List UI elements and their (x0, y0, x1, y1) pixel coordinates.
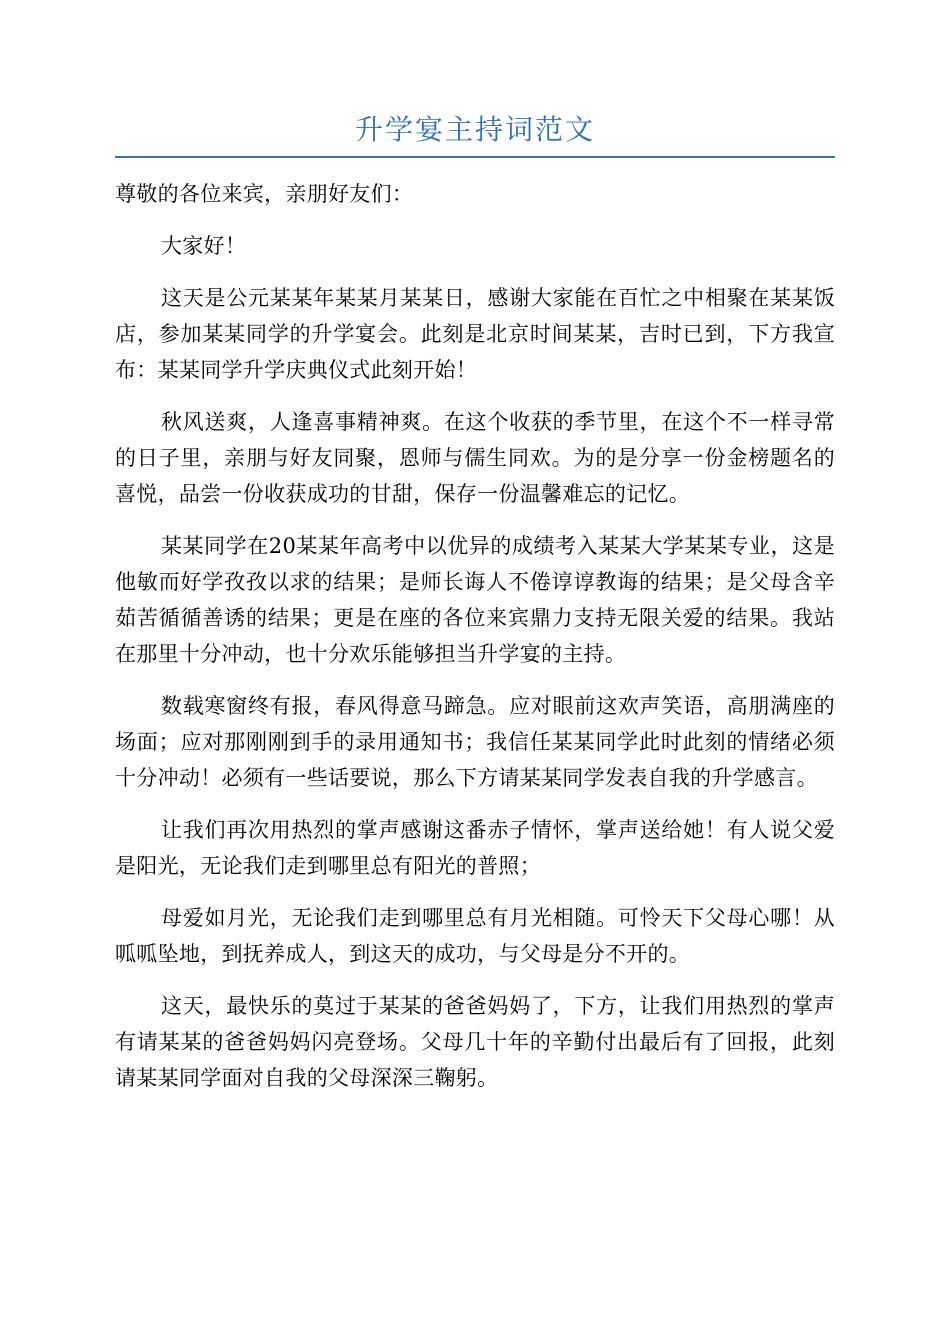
body-paragraph: 数载寒窗终有报，春风得意马蹄急。应对眼前这欢声笑语，高朋满座的场面；应对那刚刚到手的录用通知书；我信任某某同学此时此刻的情绪必须十分冲动！必须有一些话要说，那么下方请某某同学发表自我的升学感言。 (115, 694, 835, 790)
body-paragraph: 某某同学在20某某年高考中以优异的成绩考入某某大学某某专业，这是他敏而好学孜孜以求的结果；是师长诲人不倦谆谆教诲的结果；是父母含辛茹苦循循善诱的结果；更是在座的各位来宾鼎力支持无限关爱的结果。我站在那里十分冲动，也十分欢乐能够担当升学宴的主持。 (115, 534, 835, 666)
body-paragraph: 这天，最快乐的莫过于某某的爸爸妈妈了，下方，让我们用热烈的掌声有请某某的爸爸妈妈闪亮登场。父母几十年的辛勤付出最后有了回报，此刻请某某同学面对自我的父母深深三鞠躬。 (115, 994, 835, 1090)
body-paragraph: 这天是公元某某年某某月某某日，感谢大家能在百忙之中相聚在某某饭店，参加某某同学的升学宴会。此刻是北京时间某某，吉时已到，下方我宣布：某某同学升学庆典仪式此刻开始！ (115, 286, 835, 382)
body-paragraph: 秋风送爽，人逢喜事精神爽。在这个收获的季节里，在这个不一样寻常的日子里，亲朋与好友同聚，恩师与儒生同欢。为的是分享一份金榜题名的喜悦，品尝一份收获成功的甘甜，保存一份温馨难忘的记忆。 (115, 410, 835, 506)
document-body (115, 176, 835, 1112)
body-paragraph: 母爱如月光，无论我们走到哪里总有月光相随。可怜天下父母心哪！从呱呱坠地，到抚养成人，到这天的成功，与父母是分不开的。 (115, 906, 835, 966)
document-title: 升学宴主持词范文 (354, 113, 595, 146)
salutation-paragraph: 尊敬的各位来宾，亲朋好友们： (115, 182, 414, 206)
body-paragraph: 让我们再次用热烈的掌声感谢这番赤子情怀，掌声送给她！有人说父爱是阳光，无论我们走到哪里总有阳光的普照； (115, 818, 835, 878)
title-block (115, 108, 835, 158)
greeting-paragraph: 大家好！ (161, 234, 247, 258)
